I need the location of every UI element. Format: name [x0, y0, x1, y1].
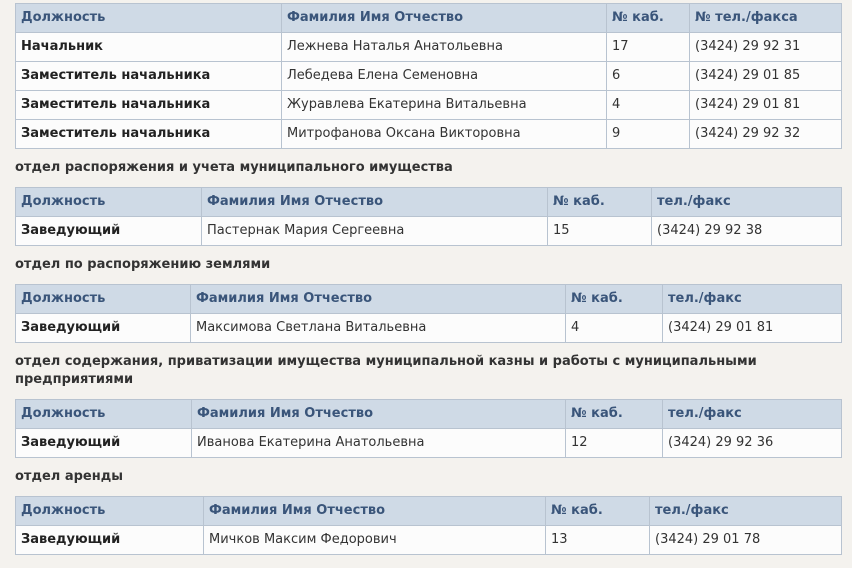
table-row [16, 120, 842, 149]
department-table [15, 187, 842, 246]
section-title: отдел распоряжения и учета муниципального имущества [15, 160, 453, 175]
position-cell: Заведующий [16, 526, 204, 555]
section-title: отдел содержания, приватизации имущества муниципальной казны и работы с муниципальными предприятиями [15, 354, 757, 387]
table-row [16, 91, 842, 120]
header-position: Должность [16, 285, 191, 314]
header-name: Фамилия Имя Отчество [202, 188, 548, 217]
room-cell: 6 [607, 62, 690, 91]
name-cell: Лебедева Елена Семеновна [282, 62, 607, 91]
header-phone: № тел./факса [690, 4, 842, 33]
name-cell: Мичков Максим Федорович [204, 526, 546, 555]
header-phone: тел./факс [652, 188, 842, 217]
department-table [15, 496, 842, 555]
room-cell: 17 [607, 33, 690, 62]
table-row [16, 217, 842, 246]
phone-cell: (3424) 29 01 78 [650, 526, 842, 555]
phone-cell: (3424) 29 01 81 [690, 91, 842, 120]
header-name: Фамилия Имя Отчество [192, 400, 566, 429]
leadership-table [15, 3, 842, 149]
position-cell: Заместитель начальника [16, 120, 282, 149]
phone-cell: (3424) 29 92 38 [652, 217, 842, 246]
name-cell: Иванова Екатерина Анатольевна [192, 429, 566, 458]
header-position: Должность [16, 400, 192, 429]
phone-cell: (3424) 29 92 32 [690, 120, 842, 149]
position-cell: Заместитель начальника [16, 91, 282, 120]
header-room: № каб. [548, 188, 652, 217]
header-position: Должность [16, 188, 202, 217]
name-cell: Максимова Светлана Витальевна [191, 314, 566, 343]
name-cell: Пастернак Мария Сергеевна [202, 217, 548, 246]
department-table [15, 284, 842, 343]
header-position: Должность [16, 4, 282, 33]
room-cell: 15 [548, 217, 652, 246]
table-row [16, 314, 842, 343]
header-name: Фамилия Имя Отчество [282, 4, 607, 33]
name-cell: Митрофанова Оксана Викторовна [282, 120, 607, 149]
table-row [16, 429, 842, 458]
table-header-row [16, 497, 842, 526]
room-cell: 9 [607, 120, 690, 149]
header-room: № каб. [546, 497, 650, 526]
position-cell: Заведующий [16, 314, 191, 343]
header-room: № каб. [566, 285, 663, 314]
position-cell: Заведующий [16, 217, 202, 246]
position-cell: Заместитель начальника [16, 62, 282, 91]
room-cell: 13 [546, 526, 650, 555]
name-cell: Лежнева Наталья Анатольевна [282, 33, 607, 62]
table-row [16, 33, 842, 62]
header-phone: тел./факс [663, 285, 842, 314]
position-cell: Заведующий [16, 429, 192, 458]
section-title: отдел аренды [15, 469, 123, 484]
table-header-row [16, 285, 842, 314]
section-title: отдел по распоряжению землями [15, 257, 271, 272]
header-name: Фамилия Имя Отчество [191, 285, 566, 314]
phone-cell: (3424) 29 01 85 [690, 62, 842, 91]
phone-cell: (3424) 29 92 31 [690, 33, 842, 62]
room-cell: 4 [607, 91, 690, 120]
header-room: № каб. [566, 400, 663, 429]
table-row [16, 62, 842, 91]
department-table [15, 399, 842, 458]
header-phone: тел./факс [650, 497, 842, 526]
position-cell: Начальник [16, 33, 282, 62]
header-name: Фамилия Имя Отчество [204, 497, 546, 526]
table-header-row [16, 188, 842, 217]
table-header-row [16, 4, 842, 33]
header-room: № каб. [607, 4, 690, 33]
header-phone: тел./факс [663, 400, 842, 429]
room-cell: 4 [566, 314, 663, 343]
header-position: Должность [16, 497, 204, 526]
room-cell: 12 [566, 429, 663, 458]
name-cell: Журавлева Екатерина Витальевна [282, 91, 607, 120]
phone-cell: (3424) 29 01 81 [663, 314, 842, 343]
phone-cell: (3424) 29 92 36 [663, 429, 842, 458]
table-row [16, 526, 842, 555]
table-header-row [16, 400, 842, 429]
